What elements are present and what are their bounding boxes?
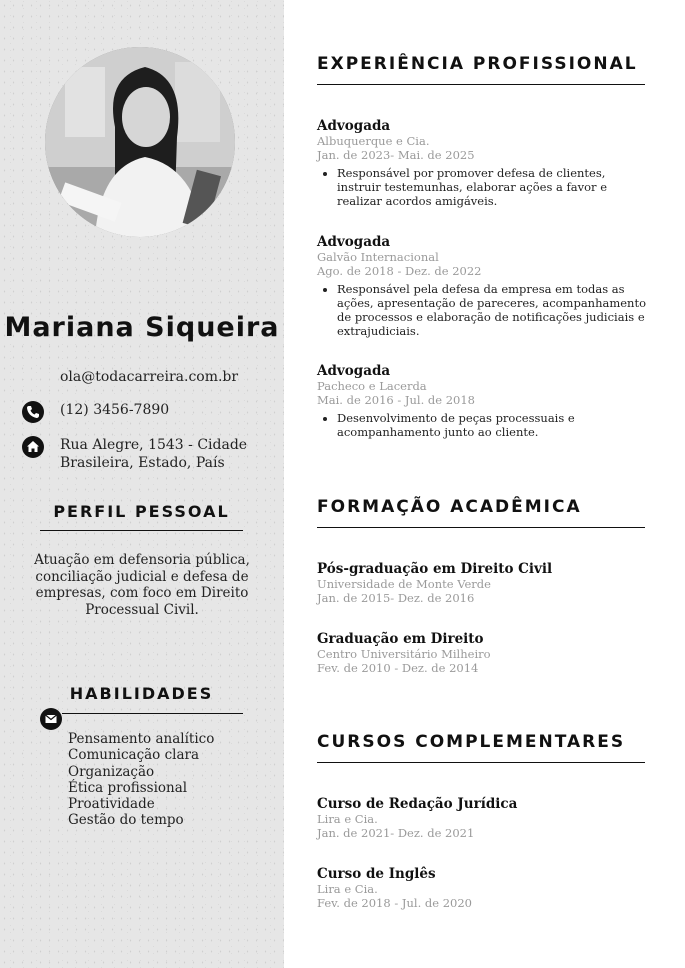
perfil-heading: PERFIL PESSOAL (53, 502, 230, 521)
institution-name: Universidade de Monte Verde (317, 577, 491, 591)
company-name: Galvão Internacional (317, 250, 439, 264)
company-name: Albuquerque e Cia. (317, 134, 430, 148)
experience-entry (317, 234, 647, 338)
job-description-item: • Responsável por promover defesa de clientes, instruir testemunhas, elaborar ações a favor e realizar acordos amigáveis. (337, 166, 647, 208)
job-description (317, 411, 647, 439)
skill-item: Ética profissional (68, 779, 188, 796)
course-title: Graduação em Direito (317, 631, 484, 647)
phone-text[interactable]: (12) 3456-7890 (60, 402, 170, 418)
person-name: Mariana Siqueira (4, 312, 280, 343)
course-period: Jan. de 2021- Dez. de 2021 (317, 826, 475, 840)
job-description-item: • Desenvolvimento de peças processuais e acompanhamento junto ao cliente. (337, 411, 647, 439)
habilidades-divider (62, 713, 243, 714)
formacao-heading: FORMAÇÃO ACADÊMICA (317, 497, 582, 517)
cursos-divider (317, 762, 645, 763)
experience-entry (317, 118, 647, 208)
education-entry (317, 561, 647, 605)
experience-entry (317, 363, 647, 439)
experiencia-divider (317, 84, 645, 85)
portrait-image (45, 47, 235, 237)
job-period: Ago. de 2018 - Dez. de 2022 (317, 264, 482, 278)
job-period: Jan. de 2023- Mai. de 2025 (317, 148, 475, 162)
habilidades-heading: HABILIDADES (69, 684, 214, 703)
perfil-text: Atuação em defensoria pública, conciliação judicial e defesa de empresas, com foco em Direito Processual Civil. (34, 552, 250, 618)
job-title: Advogada (317, 118, 391, 134)
institution-name: Centro Universitário Milheiro (317, 647, 491, 661)
home-icon (22, 436, 44, 458)
course-title: Curso de Redação Jurídica (317, 796, 518, 812)
skills-list (68, 731, 214, 829)
skill-item: Organização (68, 763, 155, 780)
skill-item: Comunicação clara (68, 747, 200, 764)
address-text: Rua Alegre, 1543 - Cidade Brasileira, Estado, País (60, 437, 248, 471)
job-description (317, 282, 647, 338)
perfil-divider (40, 530, 243, 531)
job-description (317, 166, 647, 208)
course-period: Fev. de 2010 - Dez. de 2014 (317, 661, 479, 675)
company-name: Pacheco e Lacerda (317, 379, 427, 393)
skill-item: Gestão do tempo (68, 812, 184, 829)
mail-icon (40, 708, 62, 730)
course-entry (317, 866, 647, 910)
course-entry (317, 796, 647, 840)
job-title: Advogada (317, 363, 391, 379)
course-title: Pós-graduação em Direito Civil (317, 561, 553, 577)
course-title: Curso de Inglês (317, 866, 436, 882)
formacao-divider (317, 527, 645, 528)
course-period: Fev. de 2018 - Jul. de 2020 (317, 896, 472, 910)
job-title: Advogada (317, 234, 391, 250)
phone-icon (22, 401, 44, 423)
institution-name: Lira e Cia. (317, 812, 378, 826)
experiencia-heading: EXPERIÊNCIA PROFISSIONAL (317, 54, 638, 74)
profile-photo (45, 47, 235, 237)
skill-item: Proatividade (68, 796, 155, 813)
job-description-item: • Responsável pela defesa da empresa em todas as ações, apresentação de pareceres, acompanhamento de processos e elaboração de notificações judiciais e extrajudiciais. (337, 282, 647, 338)
job-period: Mai. de 2016 - Jul. de 2018 (317, 393, 476, 407)
education-entry (317, 631, 647, 675)
skill-item: Pensamento analítico (68, 731, 215, 747)
email-text[interactable]: ola@todacarreira.com.br (60, 369, 239, 385)
institution-name: Lira e Cia. (317, 882, 378, 896)
course-period: Jan. de 2015- Dez. de 2016 (317, 591, 475, 605)
cursos-heading: CURSOS COMPLEMENTARES (317, 732, 626, 752)
